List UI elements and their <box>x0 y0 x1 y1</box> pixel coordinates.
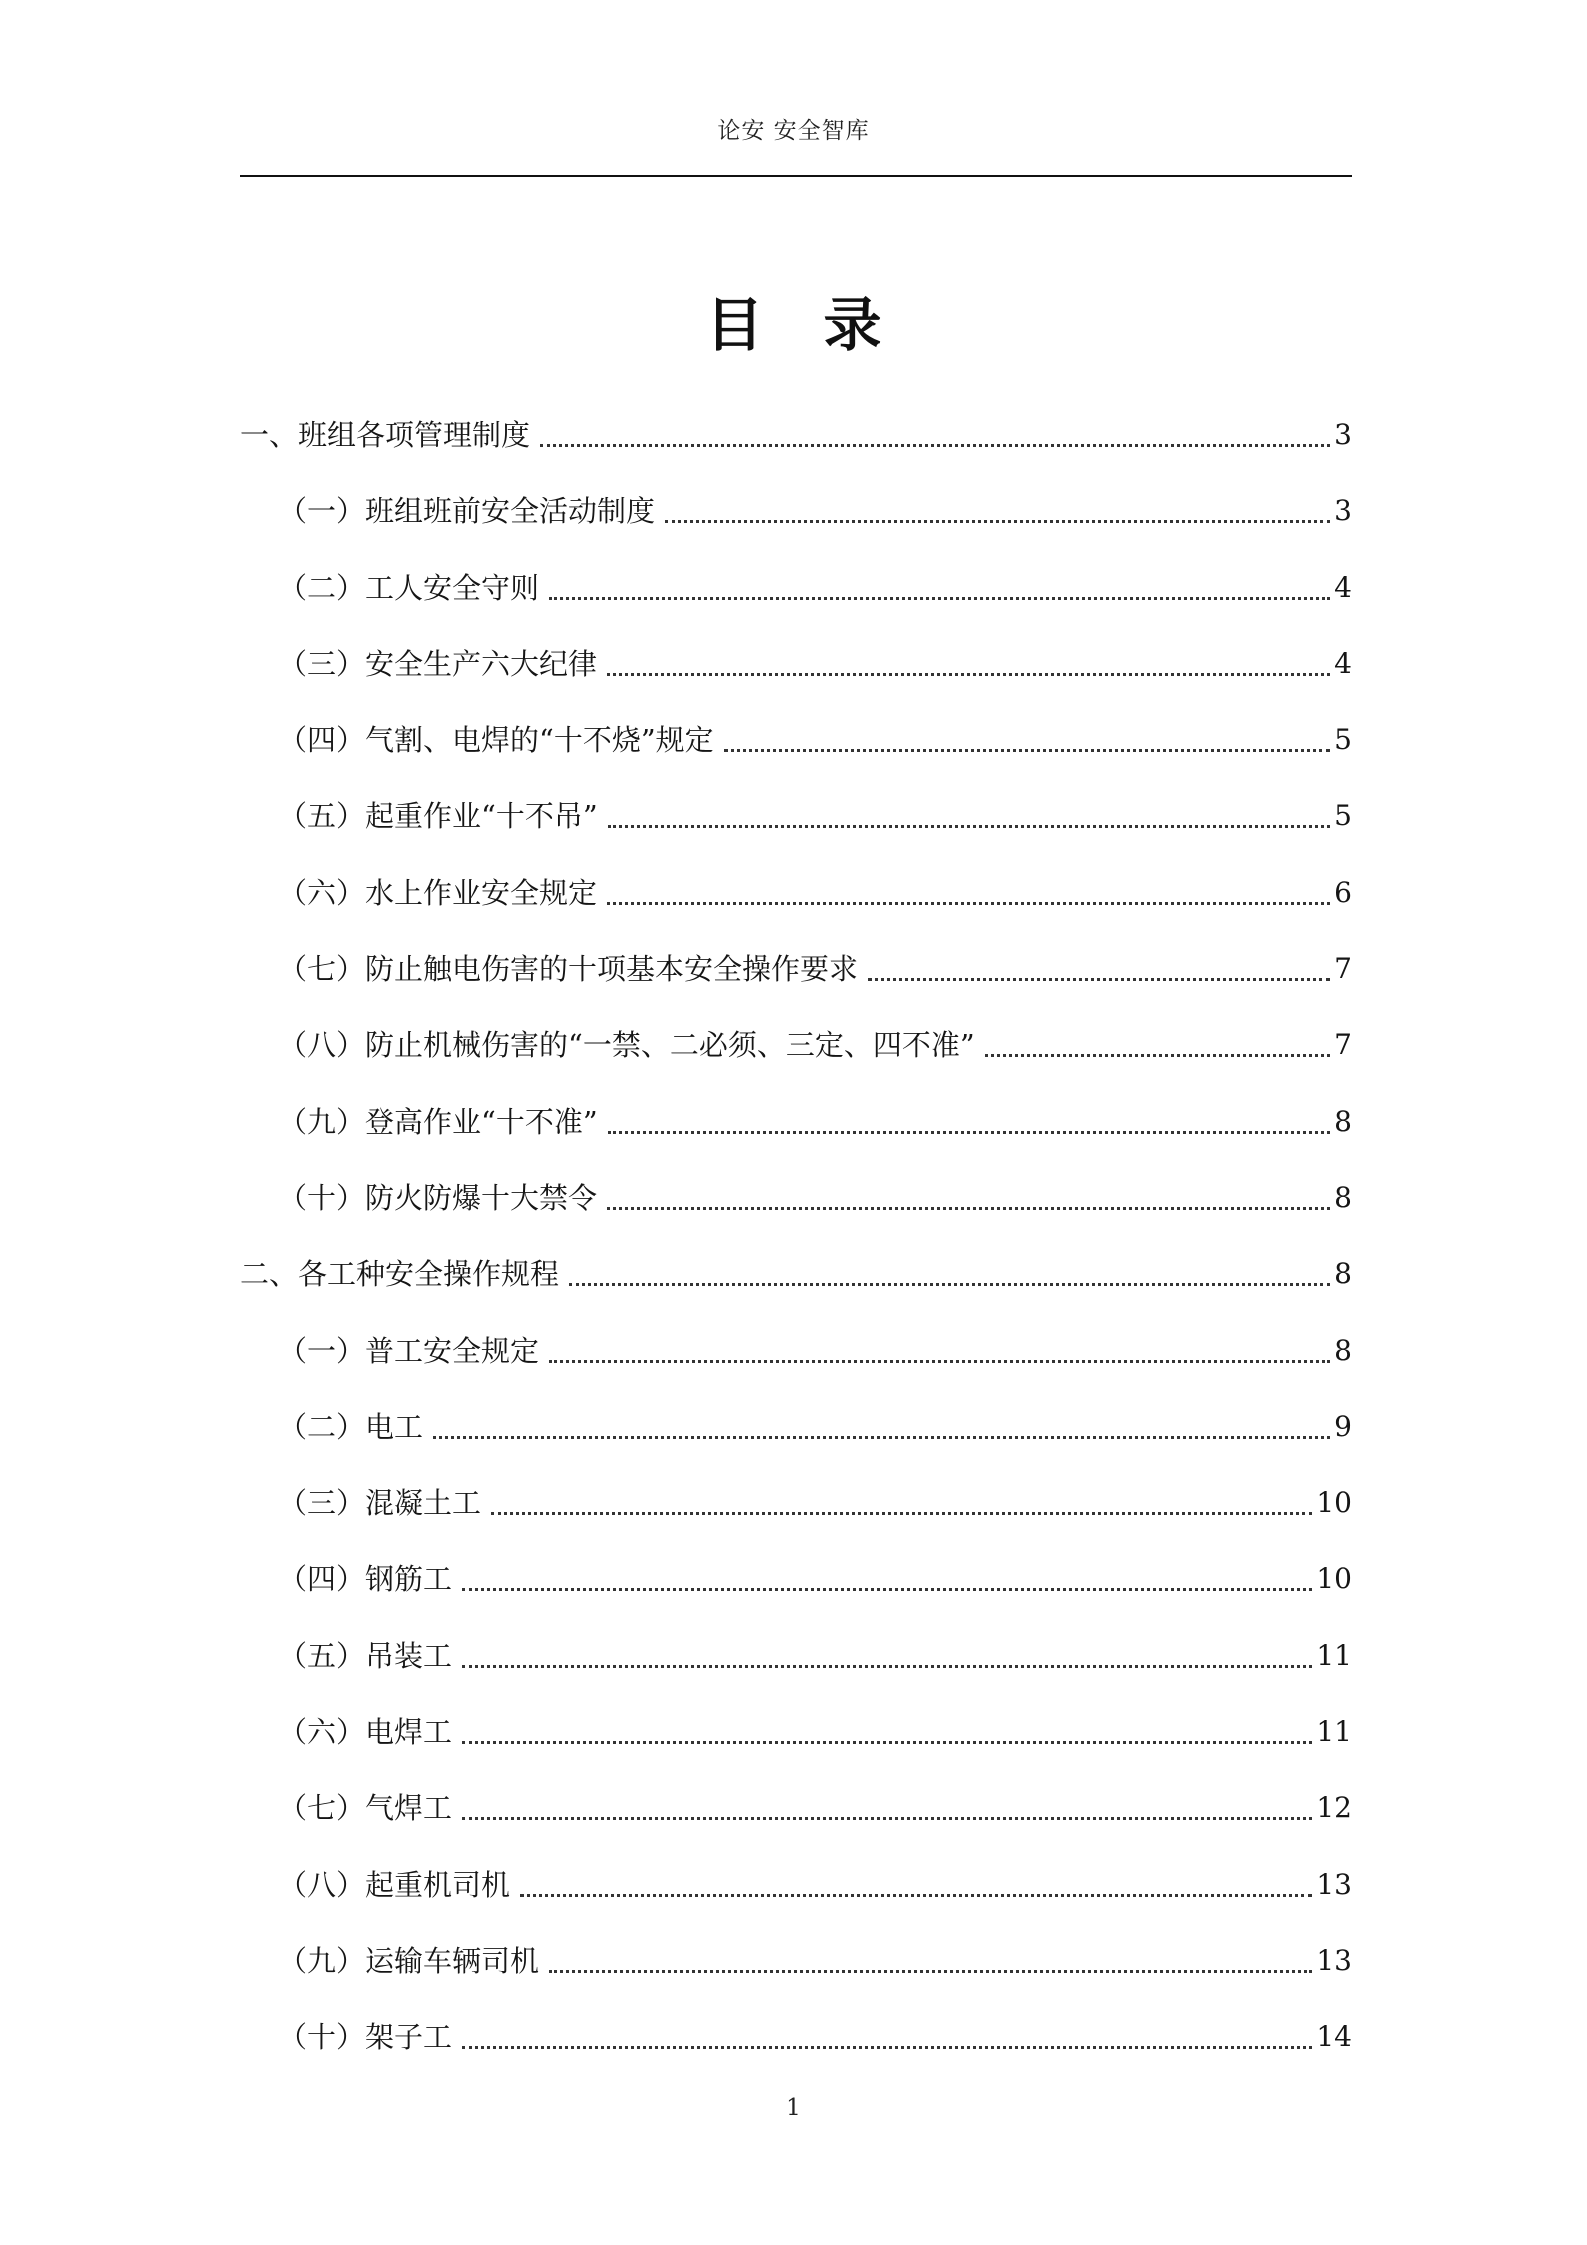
toc-entry[interactable] <box>240 1097 1352 1173</box>
toc-entry[interactable] <box>240 1173 1352 1249</box>
table-of-contents <box>240 410 1352 2089</box>
toc-entry[interactable] <box>240 2012 1352 2088</box>
toc-entry[interactable] <box>240 1249 1352 1325</box>
toc-entry-page-number: 10 <box>1316 1562 1352 1596</box>
toc-dot-leader <box>549 563 1330 600</box>
toc-dot-leader <box>665 486 1330 523</box>
toc-entry[interactable] <box>240 715 1352 791</box>
toc-entry-label: （五）起重作业“十不吊” <box>278 799 598 834</box>
toc-entry-label: （二）工人安全守则 <box>278 570 540 605</box>
toc-entry-page-number: 14 <box>1316 2020 1352 2054</box>
toc-entry-label: （七）防止触电伤害的十项基本安全操作要求 <box>278 952 859 987</box>
toc-dot-leader <box>462 2012 1312 2049</box>
toc-entry-page-number: 10 <box>1316 1486 1352 1520</box>
toc-entry-page-number: 11 <box>1316 1715 1352 1749</box>
toc-entry-label: （十）架子工 <box>278 2020 453 2055</box>
toc-dot-leader <box>985 1020 1331 1057</box>
toc-entry[interactable] <box>240 868 1352 944</box>
toc-dot-leader <box>462 1783 1312 1820</box>
toc-entry[interactable] <box>240 1936 1352 2012</box>
toc-entry[interactable] <box>240 791 1352 867</box>
toc-dot-leader <box>520 1860 1312 1897</box>
toc-entry-label: （十）防火防爆十大禁令 <box>278 1180 598 1215</box>
toc-dot-leader <box>868 944 1330 981</box>
toc-entry[interactable] <box>240 1860 1352 1936</box>
toc-entry-label: （六）电焊工 <box>278 1715 453 1750</box>
toc-entry[interactable] <box>240 1478 1352 1554</box>
toc-entry[interactable] <box>240 944 1352 1020</box>
toc-entry-label: （八）起重机司机 <box>278 1867 511 1902</box>
toc-entry-label: （二）电工 <box>278 1409 424 1444</box>
toc-entry-page-number: 4 <box>1334 570 1352 604</box>
toc-entry[interactable] <box>240 1554 1352 1630</box>
toc-dot-leader <box>433 1402 1330 1439</box>
toc-entry[interactable] <box>240 563 1352 639</box>
page-number: 1 <box>786 2095 801 2121</box>
toc-dot-leader <box>607 868 1330 905</box>
toc-entry-page-number: 4 <box>1334 646 1352 680</box>
toc-dot-leader <box>549 1936 1312 1973</box>
toc-entry-page-number: 8 <box>1334 1257 1352 1291</box>
toc-entry-label: （一）普工安全规定 <box>278 1333 540 1368</box>
header-divider <box>240 175 1352 177</box>
toc-entry-page-number: 5 <box>1334 723 1352 757</box>
toc-entry-label: 二、各工种安全操作规程 <box>240 1257 560 1292</box>
running-header: 论安 安全智库 <box>717 118 870 144</box>
toc-entry[interactable] <box>240 1631 1352 1707</box>
toc-dot-leader <box>540 410 1330 447</box>
toc-entry-page-number: 13 <box>1316 1943 1352 1977</box>
toc-entry[interactable] <box>240 1402 1352 1478</box>
toc-entry-page-number: 9 <box>1334 1409 1352 1443</box>
toc-entry[interactable] <box>240 1326 1352 1402</box>
toc-entry-label: （九）登高作业“十不准” <box>278 1104 598 1139</box>
toc-entry[interactable] <box>240 410 1352 486</box>
toc-entry-page-number: 6 <box>1334 875 1352 909</box>
toc-entry-page-number: 8 <box>1334 1104 1352 1138</box>
toc-entry-page-number: 13 <box>1316 1867 1352 1901</box>
toc-entry[interactable] <box>240 1707 1352 1783</box>
toc-dot-leader <box>608 791 1331 828</box>
toc-entry-label: （五）吊装工 <box>278 1638 453 1673</box>
toc-entry-label: （四）气割、电焊的“十不烧”规定 <box>278 723 714 758</box>
toc-entry[interactable] <box>240 486 1352 562</box>
toc-entry-label: （三）混凝土工 <box>278 1486 482 1521</box>
toc-title: 目录 <box>705 291 942 359</box>
toc-entry-label: 一、班组各项管理制度 <box>240 418 531 452</box>
toc-entry-page-number: 11 <box>1316 1638 1352 1672</box>
toc-entry-page-number: 8 <box>1334 1333 1352 1367</box>
toc-entry-label: （四）钢筋工 <box>278 1562 453 1597</box>
toc-entry-page-number: 7 <box>1334 952 1352 986</box>
toc-dot-leader <box>549 1326 1330 1363</box>
toc-entry-label: （六）水上作业安全规定 <box>278 875 598 910</box>
toc-entry-page-number: 12 <box>1316 1791 1352 1825</box>
toc-dot-leader <box>462 1707 1312 1744</box>
toc-entry[interactable] <box>240 639 1352 715</box>
toc-entry-page-number: 3 <box>1334 494 1352 528</box>
toc-entry[interactable] <box>240 1783 1352 1859</box>
toc-dot-leader <box>607 1173 1330 1210</box>
toc-entry-page-number: 3 <box>1334 418 1352 451</box>
toc-dot-leader <box>569 1249 1330 1286</box>
toc-dot-leader <box>491 1478 1312 1515</box>
toc-entry[interactable] <box>240 1020 1352 1096</box>
toc-entry-page-number: 5 <box>1334 799 1352 833</box>
toc-entry-label: （九）运输车辆司机 <box>278 1943 540 1978</box>
toc-entry-label: （八）防止机械伤害的“一禁、二必须、三定、四不准” <box>278 1028 975 1063</box>
toc-dot-leader <box>608 1097 1331 1134</box>
toc-dot-leader <box>724 715 1331 752</box>
toc-dot-leader <box>462 1554 1312 1591</box>
toc-dot-leader <box>607 639 1330 676</box>
toc-dot-leader <box>462 1631 1312 1668</box>
toc-entry-label: （一）班组班前安全活动制度 <box>278 494 656 529</box>
toc-entry-page-number: 8 <box>1334 1180 1352 1214</box>
toc-entry-label: （七）气焊工 <box>278 1791 453 1826</box>
toc-entry-page-number: 7 <box>1334 1028 1352 1062</box>
toc-entry-label: （三）安全生产六大纪律 <box>278 646 598 681</box>
